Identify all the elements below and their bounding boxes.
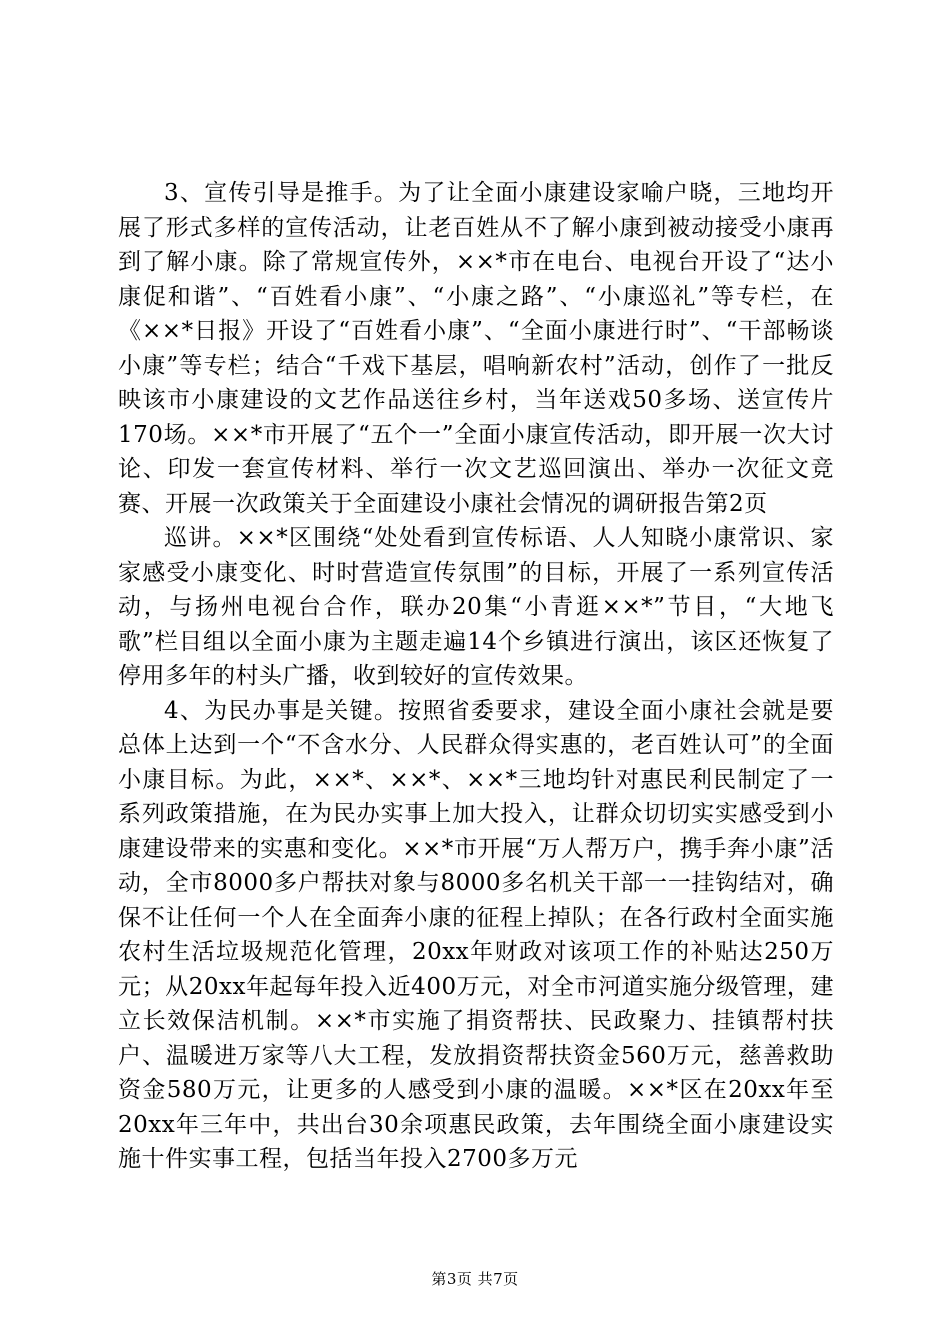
paragraph-serving-people: 4、为民办事是关键。按照省委要求，建设全面小康社会就是要总体上达到一个“不含水分、人民群众得实惠的，老百姓认可”的全面小康目标。为此，××*、××*、××*三地均针对惠民利民制定了一系列政策措施，在为民办实事上加大投入，让群众切切实实感受到小康建设带来的实惠和变化。××*市开展“万人帮万户，携手奔小康”活动，全市8000多户帮扶对象与8000多名机关干部一一挂钩结对，确保不让任何一个人在全面奔小康的征程上掉队；在各行政村全面实施农村生活垃圾规范化管理，20xx年财政对该项工作的补贴达250万元；从20xx年起每年投入近400万元，对全市河道实施分级管理，建立长效保洁机制。××*市实施了捐资帮扶、民政聚力、挂镇帮村扶户、温暖进万家等八大工程，发放捐资帮扶资金560万元，慈善救助资金580万元，让更多的人感受到小康的温暖。××*区在20xx年至20xx年三年中，共出台30余项惠民政策，去年围绕全面小康建设实施十件实事工程，包括当年投入2700多万元 xyxy=(118,697,834,1172)
paragraph-publicity: 3、宣传引导是推手。为了让全面小康建设家喻户晓，三地均开展了形式多样的宣传活动，让老百姓从不了解小康到被动接受小康再到了解小康。除了常规宣传外，××*市在电台、电视台开设了“达小康促和谐”、“百姓看小康”、“小康之路”、“小康巡礼”等专栏，在《××*日报》开设了“百姓看小康”、“全面小康进行时”、“干部畅谈小康”等专栏；结合“千戏下基层，唱响新农村”活动，创作了一批反映该市小康建设的文艺作品送往乡村，当年送戏50多场、送宣传片170场。××*市开展了“五个一”全面小康宣传活动，即开展一次大讨论、印发一套宣传材料、举行一次文艺巡回演出、举办一次征文竞赛、开展一次政策关于全面建设小康社会情况的调研报告第2页 xyxy=(118,180,834,517)
paragraph-lecture-tour: 巡讲。××*区围绕“处处看到宣传标语、人人知晓小康常识、家家感受小康变化、时时营造宣传氛围”的目标，开展了一系列宣传活动，与扬州电视台合作，联办20集“小青逛××*”节目，“大地飞歌”栏目组以全面小康为主题走遍14个乡镇进行演出，该区还恢复了停用多年的村头广播，收到较好的宣传效果。 xyxy=(118,525,834,689)
page-footer: 第3页 共7页 xyxy=(431,1270,519,1288)
document-body xyxy=(118,176,834,1177)
